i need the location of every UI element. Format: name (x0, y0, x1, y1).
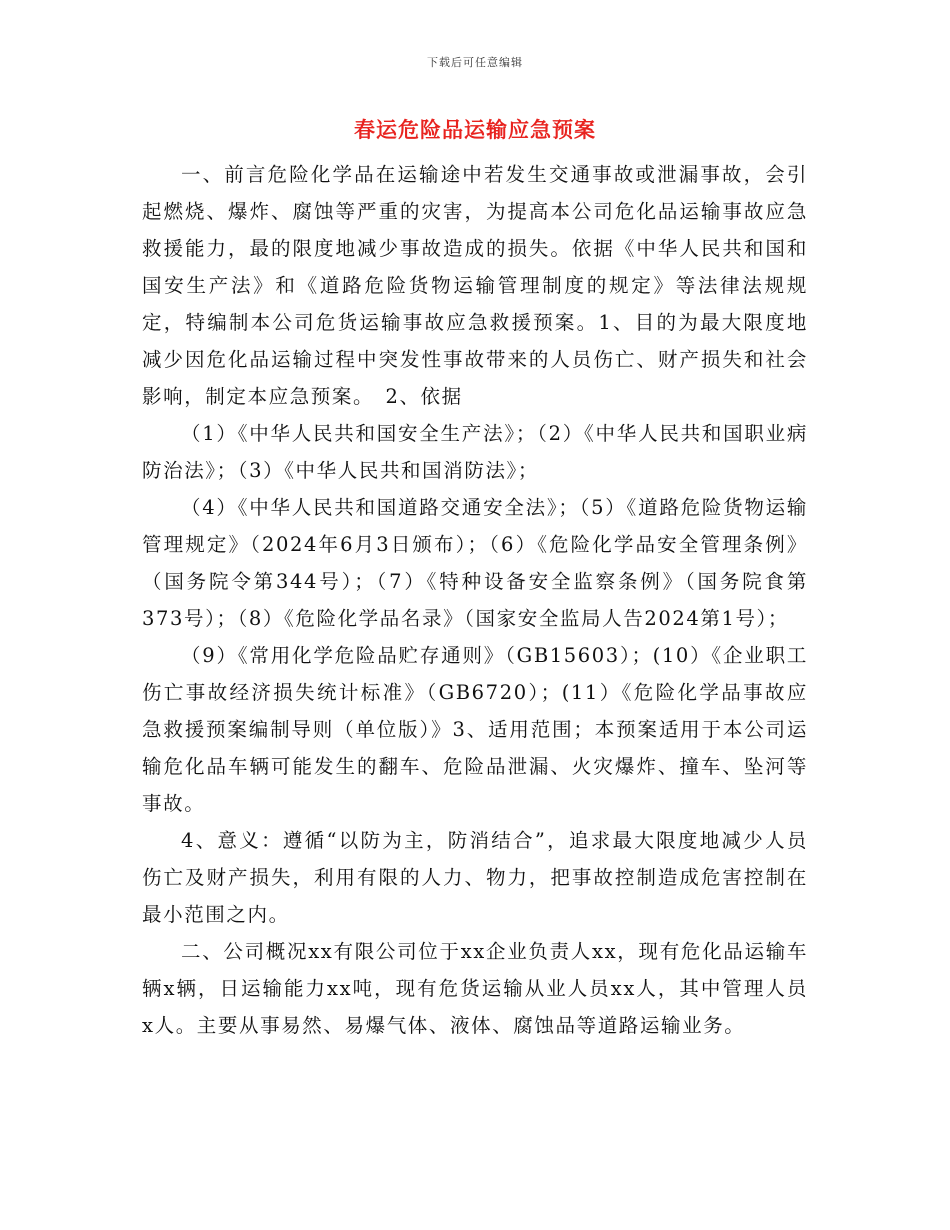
document-title: 春运危险品运输应急预案 (354, 118, 596, 142)
header-note: 下载后可任意编辑 (427, 56, 523, 69)
paragraph-company-overview: 二、公司概况xx有限公司位于xx企业负责人xx，现有危化品运输车辆x辆，日运输能力xx吨，现有危货运输从业人员xx人，其中管理人员x人。主要从事易然、易爆气体、液体、腐蚀品等道路运输业务。 (142, 940, 808, 1037)
paragraph-basis-1: （1）《中华人民共和国安全生产法》；（2）《中华人民共和国职业病防治法》；（3）《中华人民共和国消防法》； (142, 422, 808, 482)
paragraph-significance: 4、意义：遵循“以防为主，防消结合”，追求最大限度地减少人员伤亡及财产损失，利用有限的人力、物力，把事故控制造成危害控制在最小范围之内。 (142, 829, 808, 926)
document-body (142, 156, 808, 1044)
paragraph-preface: 一、前言危险化学品在运输途中若发生交通事故或泄漏事故，会引起燃烧、爆炸、腐蚀等严重的灾害，为提高本公司危化品运输事故应急救援能力，最的限度地减少事故造成的损失。依据《中华人民共和国和国安生产法》和《道路危险货物运输管理制度的规定》等法律法规规定，特编制本公司危货运输事故应急救援预案。1、目的为最大限度地减少因危化品运输过程中突发性事故带来的人员伤亡、财产损失和社会影响，制定本应急预案。 2、依据 (142, 163, 808, 408)
paragraph-basis-2: （4）《中华人民共和国道路交通安全法》；（5）《道路危险货物运输管理规定》（2024年6月3日颁布）；（6）《危险化学品安全管理条例》（国务院令第344号）；（7）《特种设备安全监察条例》（国务院食第373号）；（8）《危险化学品名录》（国家安全监局人告2024第1号）； (142, 496, 808, 630)
paragraph-basis-3: （9）《常用化学危险品贮存通则》（GB15603）；(10）《企业职工伤亡事故经济损失统计标准》（GB6720）；(11）《危险化学品事故应急救援预案编制导则（单位版）》3、适用范围；本预案适用于本公司运输危化品车辆可能发生的翻车、危险品泄漏、火灾爆炸、撞车、坠河等事故。 (142, 644, 808, 815)
